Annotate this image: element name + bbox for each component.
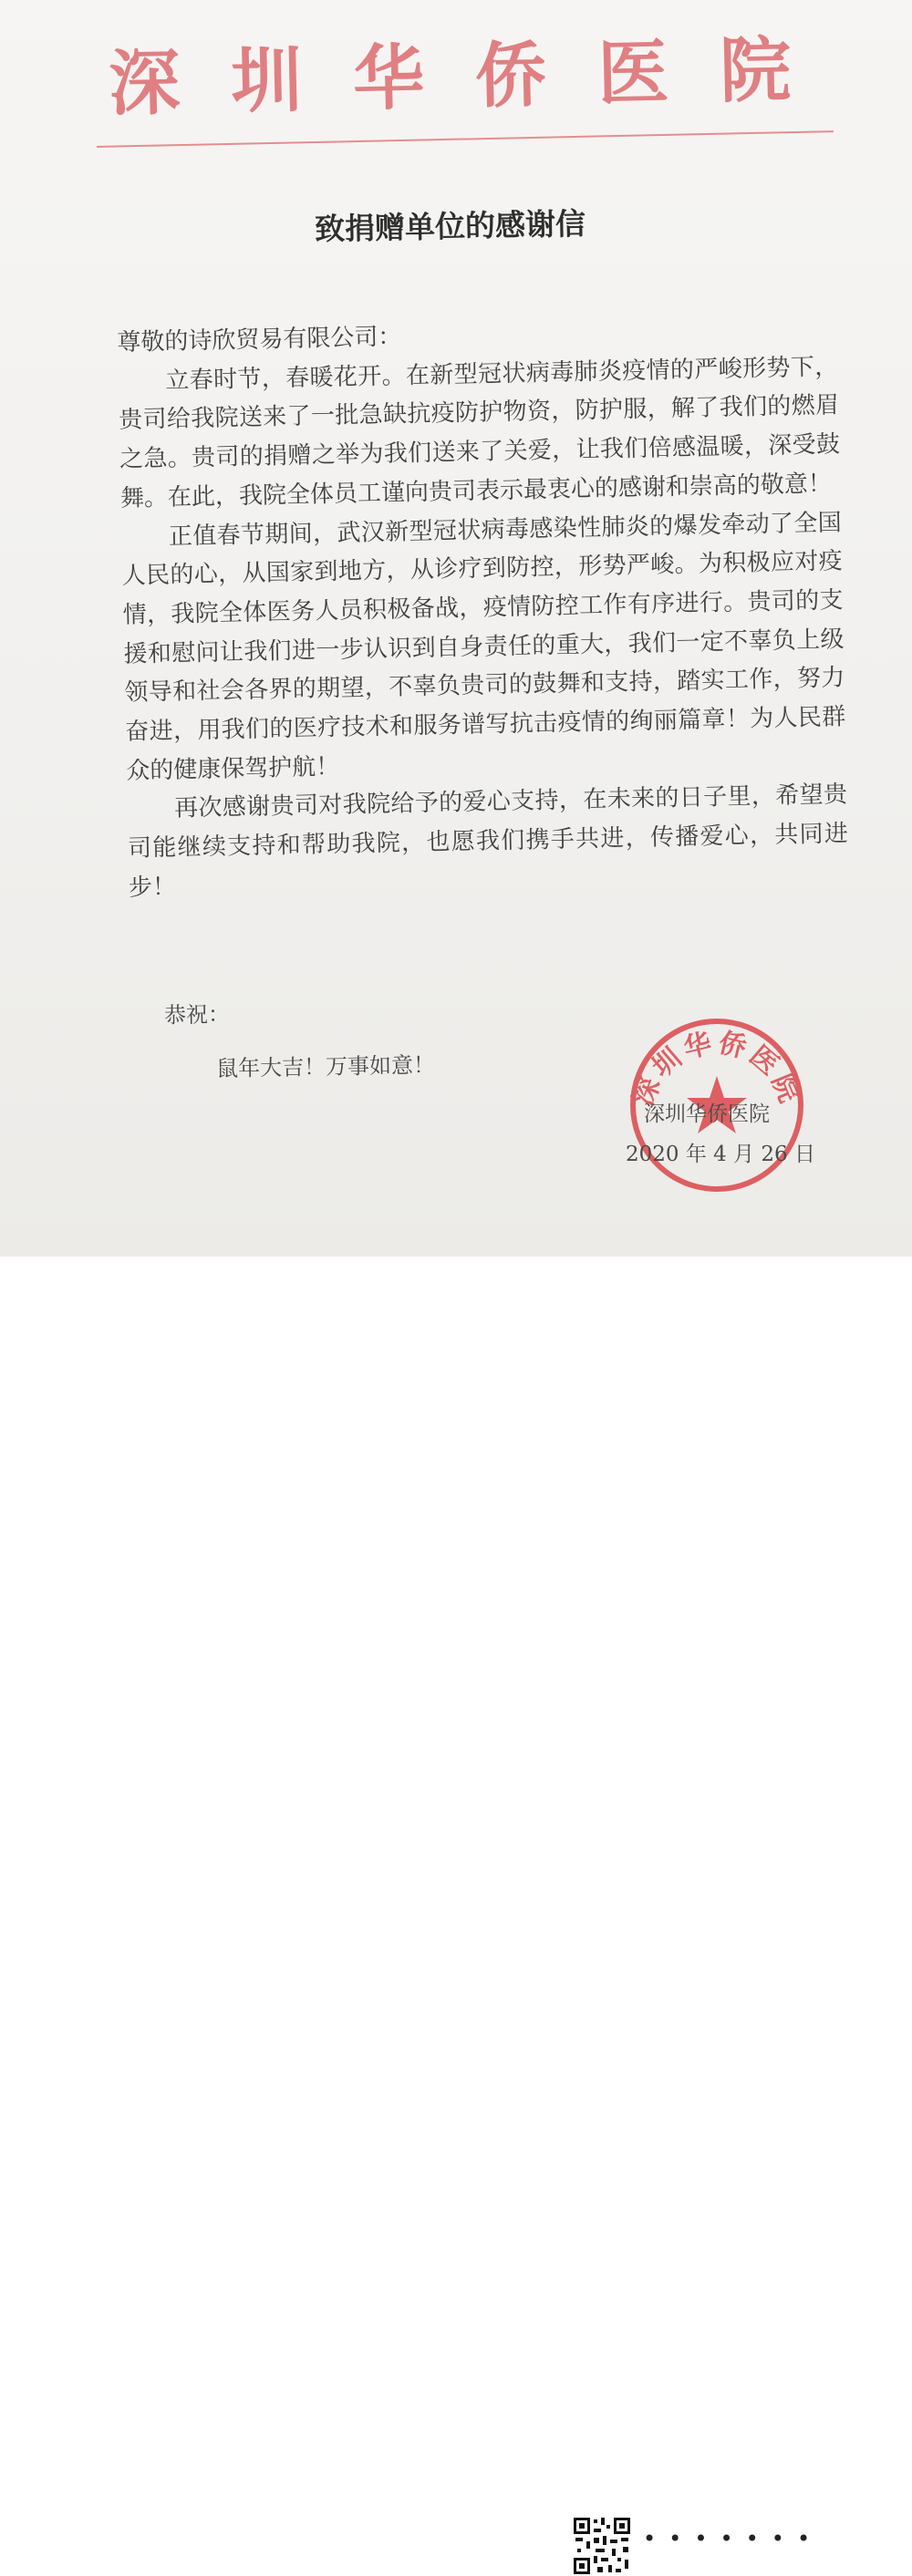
paragraph: 再次感谢贵司对我院给予的爱心支持，在未来的日子里，希望贵司能继续支持和帮助我院，也愿我们携手共进，传播爱心，共同进步！ <box>127 781 849 902</box>
qr-code-icon <box>572 2516 632 2576</box>
letterhead: 深圳华侨医院 <box>108 28 844 126</box>
signature-org: 深圳华侨医院 <box>644 1102 770 1126</box>
paragraph: 立春时节，春暖花开。在新型冠状病毒肺炎疫情的严峻形势下，贵司给我院送来了一批急缺抗疫防护物资，防护服，解了我们的燃眉之急。贵司的捐赠之举为我们送来了关爱，让我们倍感温暖，深受鼓舞。在此，我院全体员工谨向贵司表示最衷心的感谢和崇高的敬意！ <box>118 353 841 512</box>
seal-text: 深圳华侨医院 <box>627 1027 807 1111</box>
footer-bar <box>0 1257 912 2551</box>
footer-dots: ••••••• <box>643 2526 824 2551</box>
closing-wish: 鼠年大吉！万事如意！ <box>215 1051 436 1082</box>
letter-body <box>117 308 849 907</box>
letter-sheet <box>0 0 912 1257</box>
letter-title: 致捐赠单位的感谢信 <box>314 205 586 247</box>
signature-date: 2020 年 4 月 26 日 <box>626 1143 815 1166</box>
salutation: 尊敬的诗欣贸易有限公司： <box>117 323 402 357</box>
closing: 恭祝： <box>163 1001 231 1029</box>
paragraph: 正值春节期间，武汉新型冠状病毒感染性肺炎的爆发牵动了全国人民的心，从国家到地方，从诊疗到防控，形势严峻。为积极应对疫情，我院全体医务人员积极备战，疫情防控工作有序进行。贵司的支援和慰问让我们进一步认识到自身责任的重大，我们一定不辜负上级领导和社会各界的期望，不辜负贵司的鼓舞和支持，踏实工作，努力奋进，用我们的医疗技术和服务谱写抗击疫情的绚丽篇章！为人民群众的健康保驾护航！ <box>121 508 846 785</box>
